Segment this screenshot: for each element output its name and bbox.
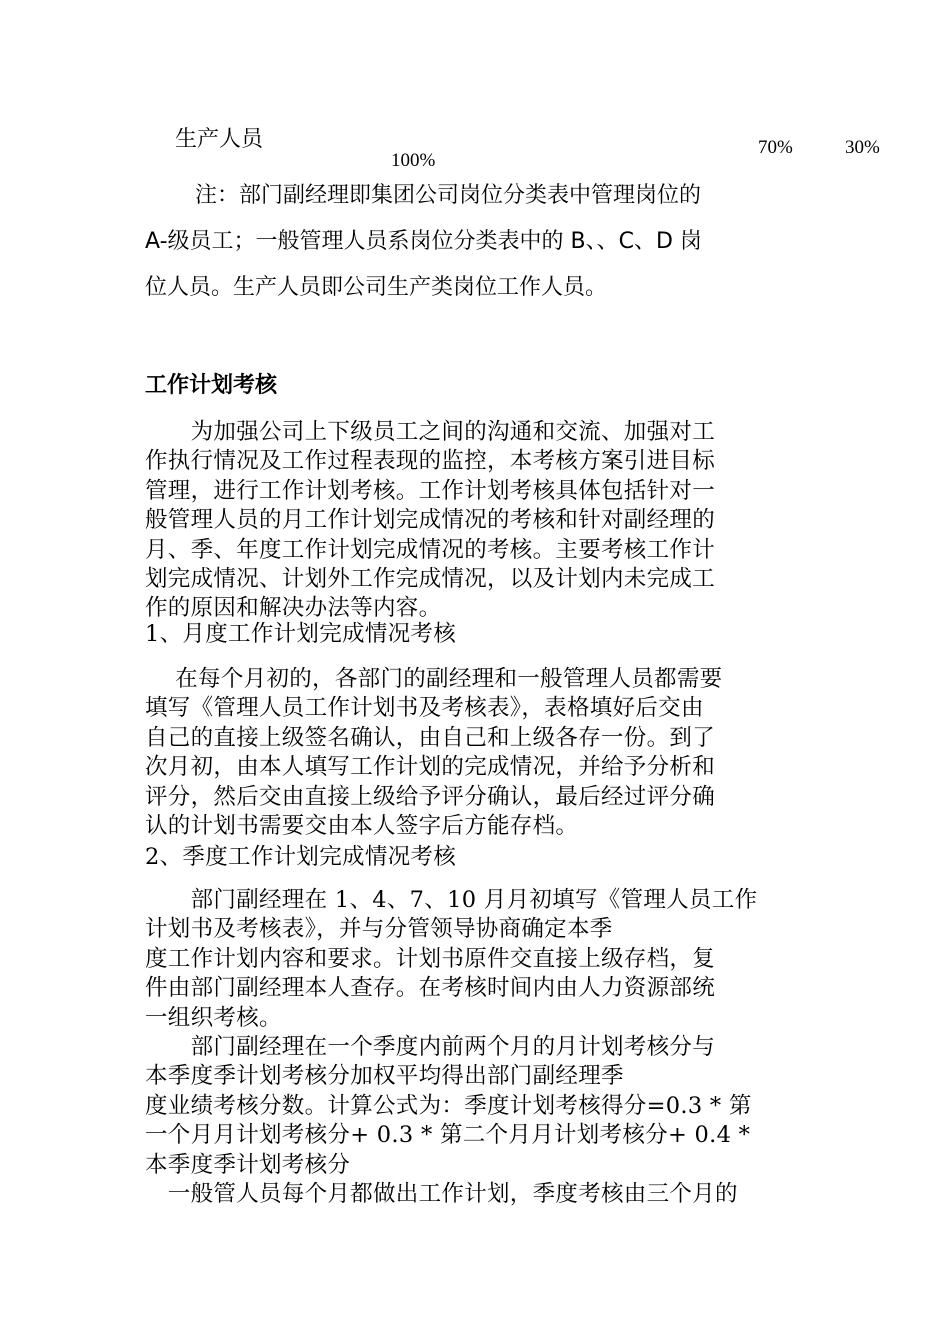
paragraph-line: 件由部门副经理本人查存。在考核时间内由人力资源部统 <box>145 975 716 1002</box>
paragraph-line: 在每个月初的，各部门的副经理和一般管理人员都需要 <box>145 666 723 692</box>
paragraph-line: 计划书及考核表》，并与分管领导协商确定本季 <box>145 916 613 943</box>
paragraph-line: 管理，进行工作计划考核。工作计划考核具体包括针对一 <box>145 477 716 504</box>
table-row-label: 生产人员 <box>175 127 264 152</box>
paragraph-line: 一组织考核。 <box>145 1004 282 1031</box>
paragraph-line: 本季度季计划考核分 <box>145 1151 351 1178</box>
subsection-2-title <box>145 843 815 872</box>
paragraph-line: 一个月月计划考核分+ 0.3 * 第二个月月计划考核分+ 0.4 * <box>145 1122 751 1149</box>
note-line: 注：部门副经理即集团公司岗位分类表中管理岗位的 <box>195 183 702 208</box>
paragraph-line: 本季度季计划考核分加权平均得出部门副经理季 <box>145 1063 624 1090</box>
note-paragraph <box>145 173 815 311</box>
paragraph-line: 月、季、年度工作计划完成情况的考核。主要考核工作计 <box>145 536 716 563</box>
paragraph-line: 认的计划书需要交由本人签字后方能存档。 <box>145 813 579 840</box>
table-col-b-value: 30% <box>845 137 880 158</box>
note-line: A-级员工；一般管理人员系岗位分类表中的 B、、C、D 岗 <box>145 229 702 254</box>
paragraph-line: 一般管人员每个月都做出工作计划，季度考核由三个月的 <box>145 1181 738 1208</box>
paragraph-line: 度业绩考核分数。计算公式为：季度计划考核得分=0.3 * 第 <box>145 1092 752 1119</box>
paragraph-line: 般管理人员的月工作计划完成情况的考核和针对副经理的 <box>145 507 716 534</box>
table-col-a-value: 70% <box>758 137 793 158</box>
table-total-value: 100% <box>391 150 436 171</box>
subsection-2-paragraph <box>145 886 815 1209</box>
paragraph-line: 部门副经理在 1、4、7、10 月月初填写《管理人员工作 <box>145 887 758 913</box>
subsection-1-paragraph <box>145 665 815 841</box>
intro-paragraph <box>145 418 815 624</box>
paragraph-line: 自己的直接上级签名确认，由自己和上级各存一份。到了 <box>145 724 716 751</box>
subsection-1-title <box>145 620 815 649</box>
subsection-title: 1、月度工作计划完成情况考核 <box>145 621 457 647</box>
paragraph-line: 作的原因和解决办法等内容。 <box>145 595 442 622</box>
paragraph-line: 度工作计划内容和要求。计划书原件交直接上级存档，复 <box>145 945 716 972</box>
paragraph-line: 部门副经理在一个季度内前两个月的月计划考核分与 <box>145 1034 716 1061</box>
section-title: 工作计划考核 <box>145 373 278 398</box>
paragraph-line: 评分，然后交由直接上级给予评分确认，最后经过评分确 <box>145 783 716 810</box>
paragraph-line: 填写《管理人员工作计划书及考核表》，表格填好后交由 <box>145 695 704 722</box>
paragraph-line: 作执行情况及工作过程表现的监控，本考核方案引进目标 <box>145 448 716 475</box>
subsection-title: 2、季度工作计划完成情况考核 <box>145 844 457 870</box>
paragraph-line: 为加强公司上下级员工之间的沟通和交流、加强对工 <box>145 419 716 445</box>
paragraph-line: 次月初，由本人填写工作计划的完成情况，并给予分析和 <box>145 754 716 781</box>
paragraph-line: 划完成情况、计划外工作完成情况，以及计划内未完成工 <box>145 566 716 593</box>
note-line: 位人员。生产人员即公司生产类岗位工作人员。 <box>145 275 608 300</box>
